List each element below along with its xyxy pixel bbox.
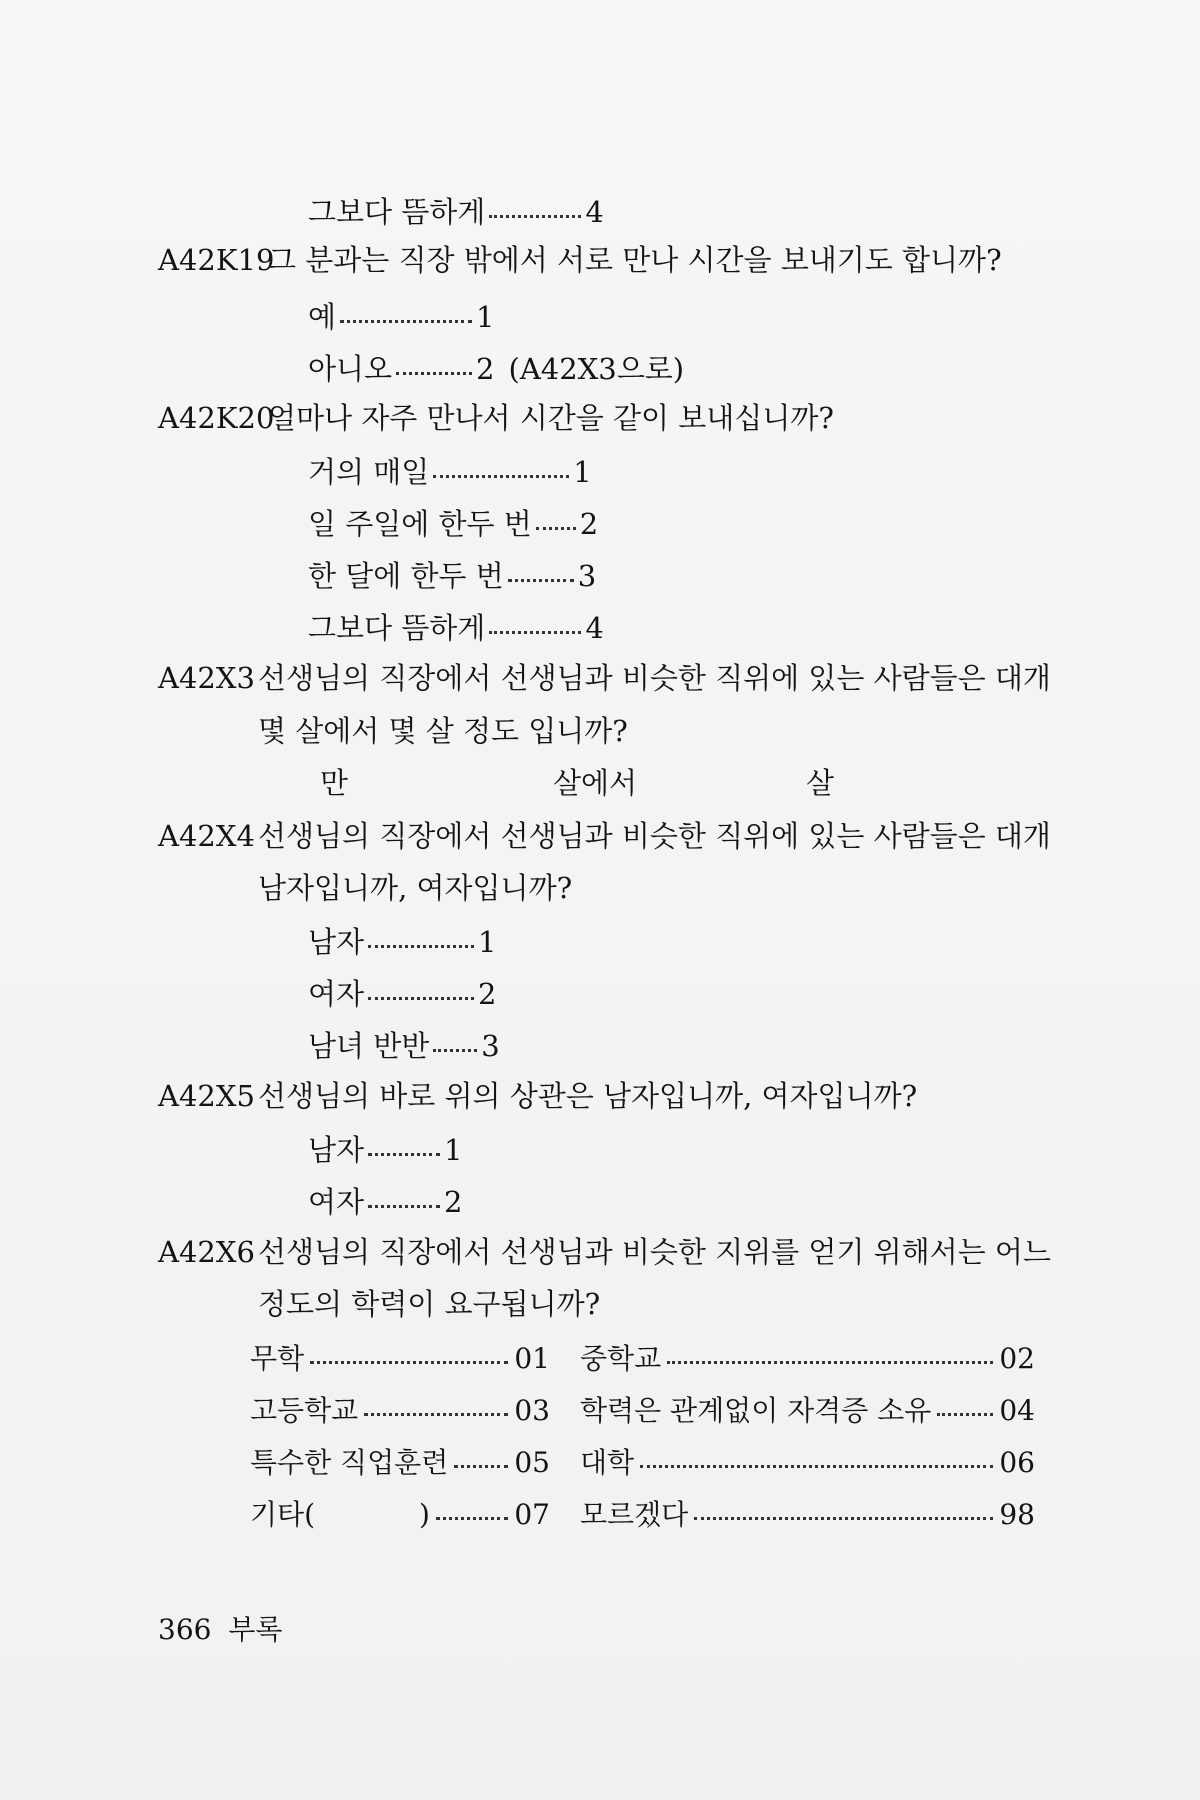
education-option	[580, 1441, 1035, 1481]
option-code: 05	[514, 1446, 550, 1479]
dot-leader	[536, 527, 576, 530]
option-label: 학력은 관계없이 자격증 소유	[580, 1394, 932, 1427]
option-code: 2	[476, 352, 495, 386]
option-row	[308, 190, 604, 231]
option-code: 06	[999, 1446, 1035, 1479]
option-label: 대학	[580, 1446, 635, 1479]
question-text: 남자입니까, 여자입니까?	[258, 871, 573, 905]
age-to-label: 살	[806, 766, 835, 800]
option-label: 한 달에 한두 번	[308, 559, 504, 593]
question-text: 얼마나 자주 만나서 시간을 같이 보내십니까?	[268, 401, 834, 435]
question-id: A42X6	[158, 1235, 255, 1269]
option-code: 3	[481, 1029, 500, 1063]
option-label: 일 주일에 한두 번	[308, 507, 532, 541]
option-row	[308, 920, 496, 961]
option-row	[308, 1180, 462, 1221]
option-label: 특수한 직업훈련	[250, 1446, 449, 1479]
question-text: 몇 살에서 몇 살 정도 입니까?	[258, 714, 628, 748]
dot-leader	[694, 1517, 993, 1520]
skip-note: (A42X3으로)	[508, 352, 685, 386]
option-label: 고등학교	[250, 1394, 359, 1427]
education-option	[580, 1337, 1035, 1377]
option-row	[308, 347, 684, 388]
option-code: 1	[444, 1133, 463, 1167]
dot-leader	[368, 1153, 440, 1156]
education-option	[250, 1493, 550, 1533]
question-id: A42X5	[158, 1079, 255, 1113]
dot-leader	[433, 1049, 477, 1052]
option-code: 3	[577, 559, 597, 593]
question-text: 정도의 학력이 요구됩니까?	[258, 1287, 601, 1321]
question-text: 선생님의 직장에서 선생님과 비슷한 직위에 있는 사람들은 대개	[258, 819, 1051, 853]
dot-leader	[364, 1413, 508, 1416]
option-label: 그보다 뜸하게	[308, 195, 486, 229]
option-label: 남녀 반반	[308, 1029, 430, 1063]
option-code: 04	[999, 1394, 1035, 1427]
age-prefix: 만	[320, 766, 349, 800]
option-code: 01	[514, 1342, 550, 1375]
education-option	[250, 1337, 550, 1377]
education-option	[580, 1493, 1035, 1533]
option-code: 07	[514, 1498, 550, 1531]
option-label: 여자	[308, 977, 365, 1011]
option-code: 1	[476, 300, 495, 334]
option-label: 여자	[308, 1185, 365, 1219]
section-name: 부록	[228, 1613, 283, 1646]
dot-leader	[433, 475, 569, 478]
question-text: 그 분과는 직장 밖에서 서로 만나 시간을 보내기도 합니까?	[268, 243, 1002, 277]
education-option	[250, 1441, 550, 1481]
option-label: 아니오	[308, 352, 393, 386]
option-code: 2	[444, 1185, 463, 1219]
dot-leader	[436, 1517, 508, 1520]
dot-leader	[396, 372, 472, 375]
education-option	[580, 1389, 1035, 1429]
dot-leader	[340, 320, 472, 323]
option-row	[308, 972, 496, 1013]
question-text: 선생님의 직장에서 선생님과 비슷한 직위에 있는 사람들은 대개	[258, 661, 1051, 695]
dot-leader	[310, 1361, 508, 1364]
option-row	[308, 1024, 500, 1065]
dot-leader	[489, 631, 581, 634]
option-row	[308, 295, 494, 336]
option-row	[308, 606, 604, 647]
option-label: 남자	[308, 1133, 365, 1167]
option-code: 1	[573, 455, 592, 489]
dot-leader	[368, 997, 474, 1000]
question-text: 선생님의 바로 위의 상관은 남자입니까, 여자입니까?	[258, 1079, 918, 1113]
option-label: 그보다 뜸하게	[308, 611, 486, 645]
question-id: A42K19	[158, 243, 275, 277]
question-id: A42X3	[158, 661, 255, 695]
option-label: 남자	[308, 925, 365, 959]
option-row	[308, 450, 592, 491]
option-code: 4	[585, 611, 604, 645]
option-label: 예	[308, 300, 337, 334]
option-code: 1	[478, 925, 497, 959]
page-number: 366	[158, 1613, 212, 1646]
dot-leader	[368, 1205, 440, 1208]
age-from-label: 살에서	[553, 766, 638, 800]
option-label: 모르겠다	[580, 1498, 689, 1531]
question-id: A42K20	[158, 401, 275, 435]
dot-leader	[937, 1413, 993, 1416]
dot-leader	[368, 945, 474, 948]
option-row	[308, 502, 598, 543]
education-option	[250, 1389, 550, 1429]
option-code: 4	[585, 195, 604, 229]
dot-leader	[640, 1465, 993, 1468]
option-code: 03	[514, 1394, 550, 1427]
dot-leader	[667, 1361, 993, 1364]
option-code: 2	[478, 977, 497, 1011]
option-label: 기타(	[250, 1498, 316, 1531]
option-code: 2	[579, 507, 599, 541]
option-label: 무학	[250, 1342, 305, 1375]
option-label: 중학교	[580, 1342, 662, 1375]
option-row	[308, 1128, 462, 1169]
dot-leader	[508, 579, 574, 582]
dot-leader	[489, 215, 581, 218]
dot-leader	[454, 1465, 508, 1468]
question-id: A42X4	[158, 819, 255, 853]
question-text: 선생님의 직장에서 선생님과 비슷한 지위를 얻기 위해서는 어느	[258, 1235, 1051, 1269]
option-label-close: )	[419, 1498, 430, 1531]
option-row	[308, 554, 596, 595]
page-footer	[158, 1608, 282, 1648]
option-code: 02	[999, 1342, 1035, 1375]
option-code: 98	[999, 1498, 1035, 1531]
option-label: 거의 매일	[308, 455, 430, 489]
